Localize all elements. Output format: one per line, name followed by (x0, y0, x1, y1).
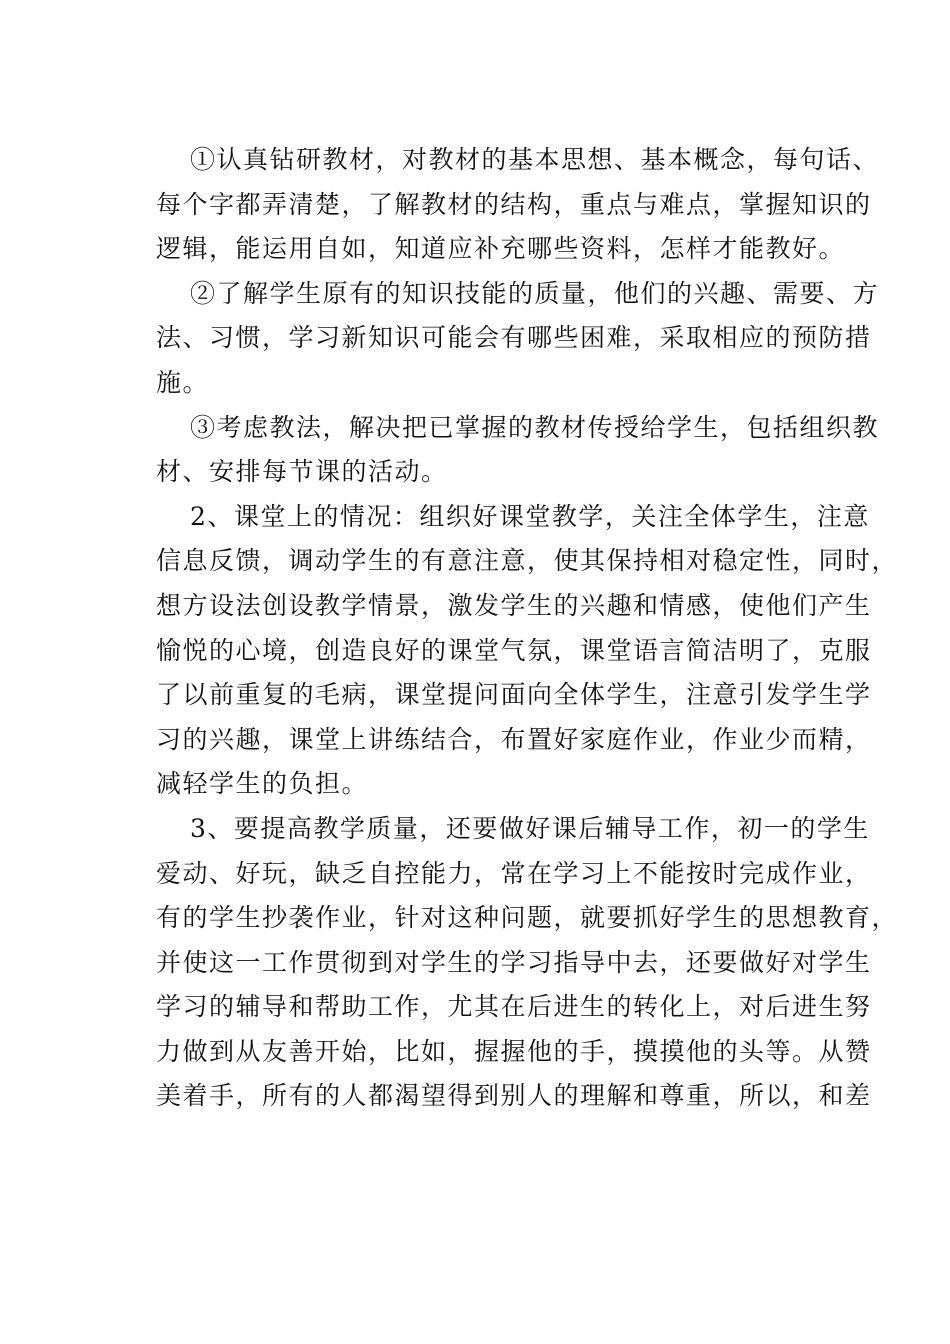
text-line: 材、安排每节课的活动。 (156, 457, 448, 487)
paragraph-study-materials (122, 138, 880, 272)
text-line: ①认真钻研教材，对教材的基本思想、基本概念，每句话、 (190, 145, 880, 174)
text-line: 减轻学生的负担。 (156, 769, 369, 799)
text-line: 逻辑，能运用自如，知道应补充哪些资料，怎样才能教好。 (156, 234, 846, 264)
text-line: 有的学生抄袭作业，针对这种问题，就要抓好学生的思想教育， (156, 903, 899, 933)
text-line: 爱动、好玩，缺乏自控能力，常在学习上不能按时完成作业， (156, 858, 872, 888)
text-line: 愉悦的心境，创造良好的课堂气氛，课堂语言简洁明了，克服 (156, 635, 872, 665)
paragraph-teaching-methods (122, 406, 880, 495)
text-line: 力做到从友善开始，比如，握握他的手，摸摸他的头等。从赞 (156, 1036, 872, 1066)
text-line: 美着手，所有的人都渴望得到别人的理解和尊重，所以，和差 (156, 1081, 872, 1111)
text-line: 想方设法创设教学情景，激发学生的兴趣和情感，使他们产生 (156, 590, 872, 620)
text-line: 3、要提高教学质量，还要做好课后辅导工作，初一的学生 (190, 813, 870, 843)
paragraph-classroom-situation (122, 495, 899, 807)
text-line: 并使这一工作贯彻到对学生的学习指导中去，还要做好对学生 (156, 947, 872, 977)
text-line: ③考虑教法，解决把已掌握的教材传授给学生，包括组织教 (190, 412, 880, 442)
text-line: 2、课堂上的情况：组织好课堂教学，关注全体学生，注意 (190, 501, 870, 531)
text-line: 法、习惯，学习新知识可能会有哪些困难，采取相应的预防措 (156, 323, 872, 353)
paragraph-understand-students (122, 272, 880, 406)
text-line: 了以前重复的毛病，课堂提问面向全体学生，注意引发学生学 (156, 680, 872, 710)
text-line: 每个字都弄清楚，了解教材的结构，重点与难点，掌握知识的 (156, 189, 872, 219)
paragraph-after-class-tutoring (122, 807, 899, 1119)
document-body (122, 138, 899, 1119)
text-line: ②了解学生原有的知识技能的质量，他们的兴趣、需要、方 (190, 278, 880, 308)
text-line: 施。 (156, 367, 210, 397)
text-line: 学习的辅导和帮助工作，尤其在后进生的转化上，对后进生努 (156, 992, 872, 1022)
text-line: 信息反馈，调动学生的有意注意，使其保持相对稳定性，同时， (156, 546, 899, 576)
text-line: 习的兴趣，课堂上讲练结合，布置好家庭作业，作业少而精， (156, 724, 872, 754)
